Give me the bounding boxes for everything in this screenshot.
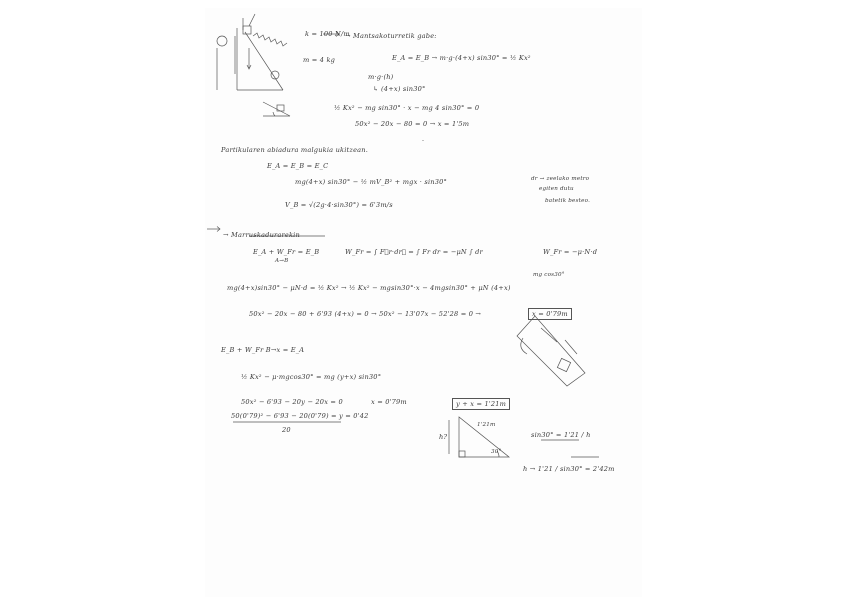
expanded-equation: 50x² − 6'93 − 20y − 20x = 0 [241,398,343,406]
height-note: m·g·(h) [368,73,394,81]
energy-equation: E_A + W_Fr = E_B [253,248,320,256]
side-note: batetik besteo. [545,198,591,204]
triangle-angle-label: 30° [491,449,502,455]
solution-line: 50(0'79)² − 6'93 − 20(0'79) = y = 0'42 [231,412,369,420]
expanded-equation: ½ Kx² − mg sin30° · x − mg 4 sin30° = 0 [334,104,480,112]
side-note: dr → zeelako metro [531,176,590,182]
trig-equation: sin30° = 1'21 / h [531,431,591,439]
height-expression: ↳ (4+x) sin30° [373,85,426,93]
velocity-result: V_B = √(2g·4·sin30°) = 6'3m/s [285,201,393,209]
small-incline-sketch [263,102,290,116]
triangle-side-label: 1'21m [477,422,496,428]
normal-force-note: mg cos30° [533,272,565,278]
energy-equation: E_A = E_B = E_C [267,162,329,170]
subscript-note: A→B [275,258,289,264]
denominator: 20 [282,426,291,434]
side-note: egiten dutu [539,186,574,192]
boxed-result: y + x = 1'21m [452,398,510,410]
energy-equation: E_A = E_B → m·g·(4+x) sin30° = ½ Kx² [392,54,531,62]
boxed-result: x = 0'79m [528,308,572,320]
friction-equation: mg(4+x)sin30° − μN·d = ½ Kx² → ½ Kx² − mgsin30°·x − 4mgsin30° + μN (4+x) [227,284,511,292]
section-heading: → Marruskadurarekin [223,231,300,239]
spring-slope-diagram [217,14,287,90]
spring-constant: k = 100 N/m [305,30,350,38]
energy-equation: ½ Kx² − μ·mgcos30° = mg (y+x) sin30° [241,373,382,381]
mass: m = 4 kg [303,56,336,64]
work-integral: W_Fr = ∫ F⃗r·dr⃗ = ∫ Fr dr = −μN ∫ dr [345,248,483,256]
section-heading: → Mantsakoturretik gabe: [345,32,437,40]
triangle-height-label: h? [439,433,448,441]
sketch-layer [205,8,642,597]
energy-equation: mg(4+x) sin30° − ½ mV_B² + mgx · sin30° [295,178,448,186]
quadratic-result: 50x² − 20x − 80 = 0 → x = 1'5m [355,120,470,128]
energy-equation: E_B + W_Fr B→x = E_A [221,346,305,354]
height-result: h → 1'21 / sin30° = 2'42m [523,465,615,473]
known-value: x = 0'79m [371,398,407,406]
rotated-block-sketch [517,316,585,386]
notebook-page [205,8,642,597]
section-heading: Partikularen abiadura malgukia ukitzean. [221,146,369,154]
work-result: W_Fr = −μ·N·d [543,248,598,256]
quadratic-equation: 50x² − 20x − 80 + 6'93 (4+x) = 0 → 50x² − 13'07x − 52'28 = 0 → [249,310,482,318]
